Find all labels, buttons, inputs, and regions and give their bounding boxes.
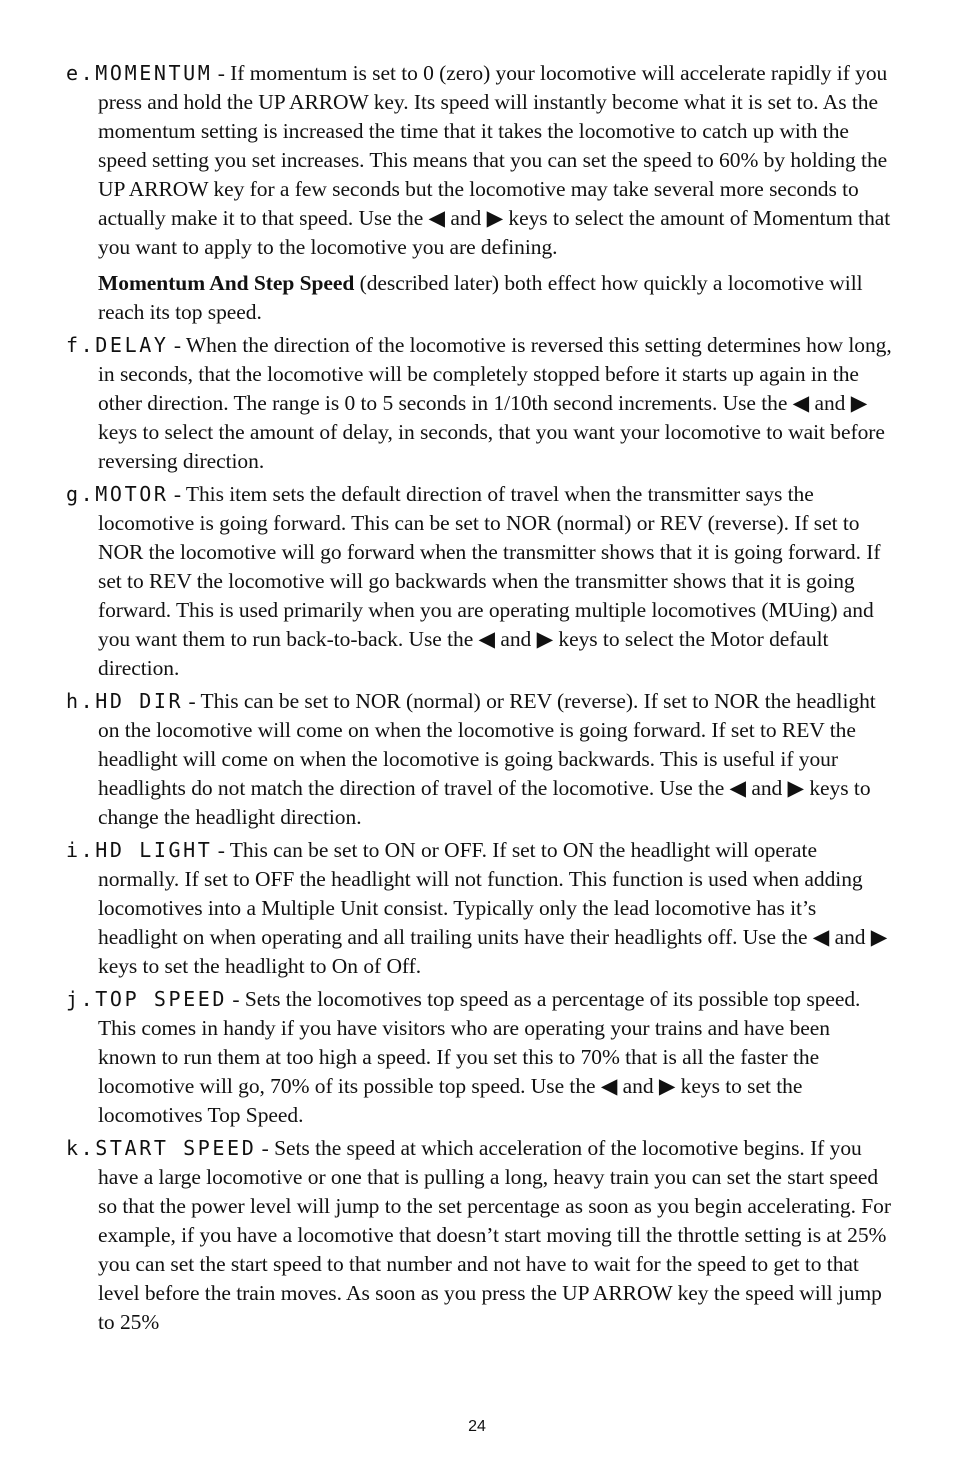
setting-motor-key: g.MOTOR (66, 482, 169, 506)
setting-start-speed-paragraph (66, 1134, 892, 1337)
setting-top-speed-text: - Sets the locomotives top speed as a percentage of its possible top speed. This comes in handy if you have visitors who are operating your trains and have been known to run them at too high a speed. If you set this to 70% that is all the faster the locomotive will go, 70% of its possible top speed. Use the ◀ and ▶ keys to set the locomotives Top Speed. (98, 987, 861, 1127)
setting-start-speed-text: - Sets the speed at which acceleration of the locomotive begins. If you have a large locomotive or one that is pulling a long, heavy train you can set the start speed so that the power level will jump to the set percentage as soon as you begin accelerating. For example, if you have a locomotive that doesn’t start moving till the throttle setting is at 25% you can set the start speed to that number and not have to wait for the speed to get to that level before the train moves. As soon as you press the UP ARROW key the speed will jump to 25% (98, 1136, 891, 1334)
momentum-note-bold: Momentum And Step Speed (98, 271, 355, 295)
setting-hd-light-paragraph (66, 836, 892, 981)
settings-list (66, 59, 892, 1341)
setting-motor-text: - This item sets the default direction of travel when the transmitter says the locomotive is going forward. This can be set to NOR (normal) or REV (reverse). If set to NOR the locomotive will go forward when the transmitter shows that it is going forward. If set to REV the locomotive will go backwards when the transmitter shows that it is going forward. This is used primarily when you are operating multiple locomotives (MUing) and you want them to run back-to-back. Use the ◀ and ▶ keys to select the Motor default direction. (98, 482, 881, 680)
momentum-note-text: (described later) both effect how quickly a locomotive will reach its top speed. (98, 271, 863, 324)
setting-delay-text: - When the direction of the locomotive is reversed this setting determines how long, in seconds, that the locomotive will be completely stopped before it starts up again in the other direction. The range is 0 to 5 seconds in 1/10th second increments. Use the ◀ and ▶ keys to select the amount of delay, in seconds, that you want your locomotive to wait before reversing direction. (98, 333, 892, 473)
setting-hd-light-text: - This can be set to ON or OFF. If set to ON the headlight will operate normally. If set to OFF the headlight will not function. This function is used when adding locomotives into a Multiple Unit consist. Typically only the lead locomotive has it’s headlight on when operating and all trailing units have their headlights off. Use the ◀ and ▶ keys to set the headlight to On of Off. (98, 838, 888, 978)
setting-hd-dir-key: h.HD DIR (66, 689, 184, 713)
setting-delay-paragraph (66, 331, 892, 476)
setting-top-speed (66, 985, 892, 1130)
setting-motor (66, 480, 892, 683)
setting-motor-paragraph (66, 480, 892, 683)
setting-delay-key: f.DELAY (66, 333, 169, 357)
momentum-note (66, 269, 892, 327)
setting-momentum (66, 59, 892, 327)
setting-hd-light-key: i.HD LIGHT (66, 838, 213, 862)
setting-momentum-text: - If momentum is set to 0 (zero) your locomotive will accelerate rapidly if you press and hold the UP ARROW key. Its speed will instantly become what it is set to. As the momentum setting is increased the time that it takes the locomotive to catch up with the speed setting you set increases. This means that you can set the speed to 60% by holding the UP ARROW key for a few seconds but the locomotive may take several more seconds to actually make it to that speed. Use the ◀ and ▶ keys to select the amount of Momentum that you want to apply to the locomotive you are defining. (98, 61, 891, 259)
setting-top-speed-paragraph (66, 985, 892, 1130)
setting-top-speed-key: j.TOP SPEED (66, 987, 228, 1011)
setting-delay (66, 331, 892, 476)
setting-start-speed-key: k.START SPEED (66, 1136, 257, 1160)
setting-hd-light (66, 836, 892, 981)
setting-hd-dir-text: - This can be set to NOR (normal) or REV (reverse). If set to NOR the headlight on the locomotive will come on when the locomotive is going forward. If set to REV the headlight will come on when the locomotive is going backwards. This is useful if your headlights do not match the direction of travel of the locomotive. Use the ◀ and ▶ keys to change the headlight direction. (98, 689, 876, 829)
setting-momentum-paragraph (66, 59, 892, 262)
setting-start-speed (66, 1134, 892, 1337)
setting-hd-dir-paragraph (66, 687, 892, 832)
setting-momentum-key: e.MOMENTUM (66, 61, 213, 85)
setting-hd-dir (66, 687, 892, 832)
page-number: 24 (468, 1418, 486, 1435)
